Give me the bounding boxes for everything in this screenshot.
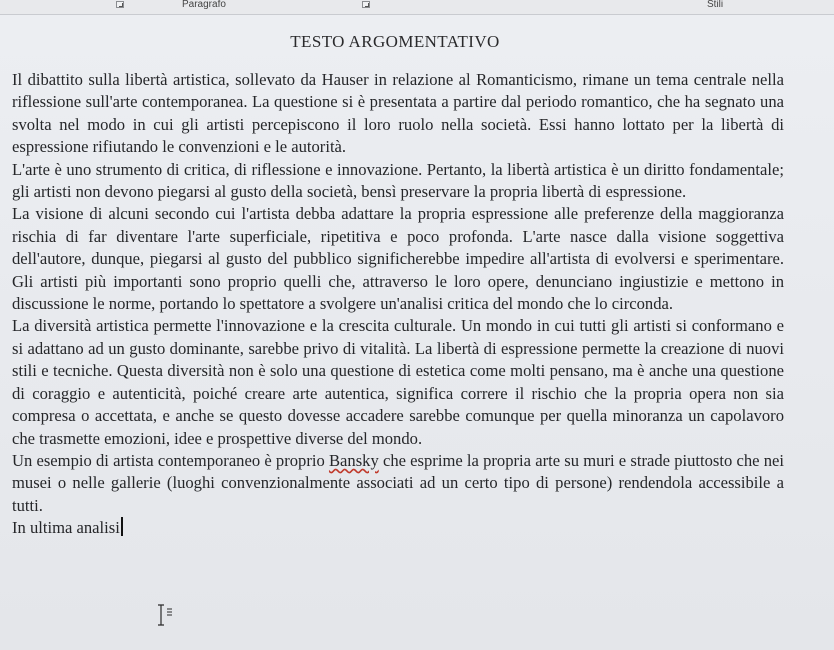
document-page[interactable] <box>0 15 834 650</box>
ribbon-group-styles: Stili <box>707 0 724 10</box>
paragraph-3: La visione di alcuni secondo cui l'artista debba adattare la propria espressione alle preferenze della maggioranza rischia di far diventare l'arte superficiale, ripetitiva e poco profonda. L'arte nasce dalla visione soggettiva dell'autore, dunque, piegarsi al gusto del pubblico significherebbe impedire all'artista di evolversi e sperimentare. Gli artisti più importanti sono proprio quelli che, attraverso le loro opere, denunciano ingiustizie e mettono in discussione le norme, portando lo spettatore a svolgere un'analisi critica del mondo che lo circonda. <box>12 204 784 314</box>
paragraph-5 <box>12 450 784 517</box>
paragraph-1: Il dibattito sulla libertà artistica, sollevato da Hauser in relazione al Romanticismo, rimane un tema centrale nella riflessione sull'arte contemporanea. La questione si è presentata a partire dal periodo romantico, che ha segnato una svolta nel modo in cui gli artisti percepiscono il loro ruolo nella società. Essi hanno lottato per la libertà di espressione rifiutando le convenzioni e le autorità. <box>12 70 784 157</box>
paragraph-5-end: che esprime la propria arte su muri e strade piuttosto che nei musei o nelle gallerie (luoghi convenzionalmente associati ad un certo tipo di persone) rendendola accessibile a tutti. <box>12 450 784 515</box>
paragraph-4: La diversità artistica permette l'innovazione e la crescita culturale. Un mondo in cui tutti gli artisti si conformano e si adattano ad un gusto dominante, sarebbe privo di vitalità. La libertà di espressione permette la creazione di nuovi stili e tecniche. Questa diversità non è solo una questione di estetica come molti pensano, ma è anche una questione di coraggio e autenticità, poiché creare arte autentica, significa correre il rischio che la propria opera non sia compresa o accettata, e anche se questo dovesse accadere sarebbe comunque per quella minoranza un capolavoro che trasmette emozioni, idee e prospettive diverse del mondo. <box>12 316 784 448</box>
spelling-flagged-word[interactable]: Bansky <box>328 450 379 470</box>
document-title: TESTO ARGOMENTATIVO <box>290 32 500 51</box>
paragraph-5-start: Un esempio di artista contemporaneo è proprio <box>12 450 329 470</box>
document-body[interactable] <box>12 69 784 540</box>
text-caret <box>121 517 123 536</box>
ribbon-group-paragraph: Paragrafo <box>182 0 226 10</box>
dialog-launcher-icon[interactable] <box>116 1 124 8</box>
paragraph-2: L'arte è uno strumento di critica, di riflessione e innovazione. Pertanto, la libertà artistica è un diritto fondamentale; gli artisti non devono piegarsi al gusto della società, bensì preservare la propria libertà di espressione. <box>12 159 784 202</box>
paragraph-dialog-launcher-icon[interactable] <box>362 1 370 8</box>
current-line-text: In ultima analisi <box>12 518 120 538</box>
ibeam-cursor-icon <box>156 604 172 626</box>
paragraph-6 <box>12 517 784 539</box>
ribbon-bar <box>0 0 834 15</box>
